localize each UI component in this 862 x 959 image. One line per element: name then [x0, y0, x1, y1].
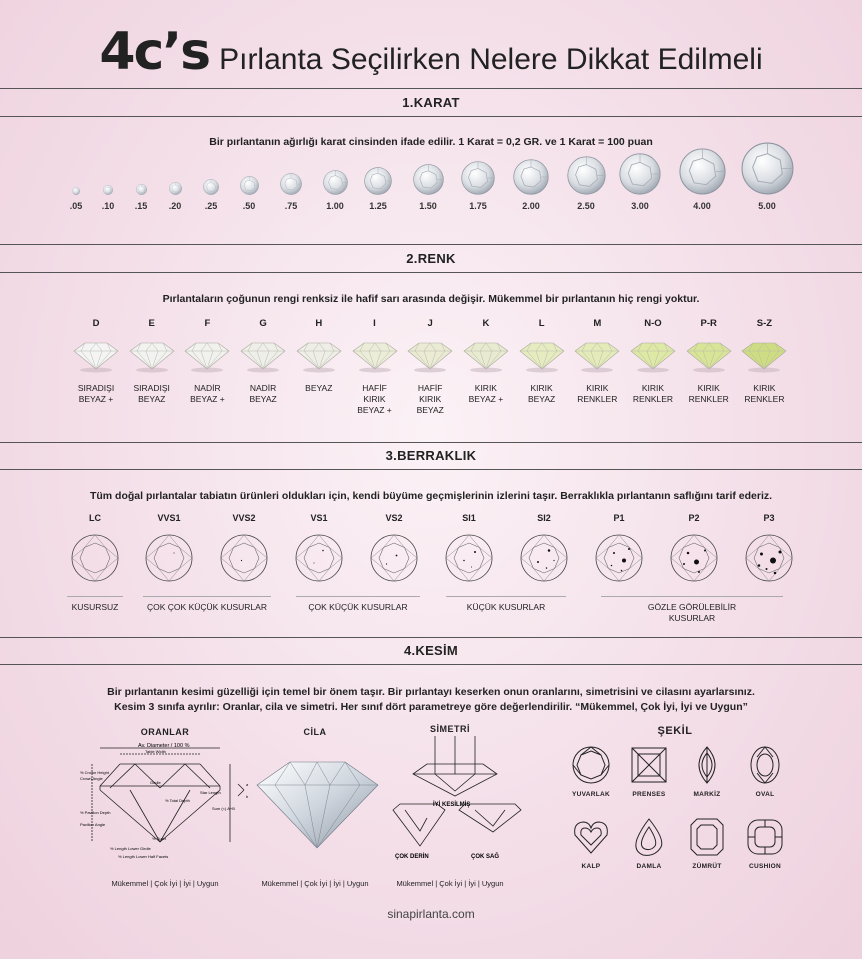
- shape-item: [679, 745, 735, 798]
- color-description-line: BEYAZ +: [190, 394, 225, 404]
- carat-label: 3.00: [631, 201, 649, 211]
- clarity-grade-item: [514, 513, 574, 583]
- color-diamond-icon: [240, 341, 286, 373]
- section-title-berraklik: 3.BERRAKLIK: [385, 448, 477, 463]
- clarity-grade-item: [214, 513, 274, 583]
- simetri-grades: Mükemmel | Çok İyi | İyi | Uygun: [396, 879, 504, 888]
- clarity-diamond-icon: [294, 533, 344, 583]
- carat-label: 4.00: [693, 201, 711, 211]
- group-line: [296, 596, 420, 597]
- color-grade-item: [345, 318, 405, 416]
- clarity-group-vvs: ÇOK ÇOK KÜÇÜK KUSURLAR: [147, 602, 267, 612]
- color-grade-item: [233, 318, 293, 405]
- color-description-line: RENKLER: [577, 394, 618, 404]
- clarity-group-si: KÜÇÜK KUSURLAR: [466, 602, 546, 612]
- footer-url: sinapirlanta.com: [387, 907, 475, 921]
- clarity-code: VS2: [385, 513, 403, 523]
- cila-title: CİLA: [303, 727, 327, 737]
- color-description: [66, 383, 126, 405]
- color-letter: H: [315, 318, 323, 329]
- color-description-line: BEYAZ: [416, 405, 444, 415]
- shape-label: PRENSES: [632, 791, 666, 798]
- clarity-diamond-icon: [219, 533, 269, 583]
- label-girdle: Girdle: [150, 780, 161, 785]
- color-description-line: KIRIK: [530, 383, 553, 393]
- diamond-icon: [280, 173, 302, 195]
- carat-item: [672, 148, 732, 211]
- label-lower-half: % Length Lower Half Facets: [118, 854, 169, 859]
- color-grade-item: [623, 318, 683, 405]
- color-grade-item: [512, 318, 572, 405]
- carat-label: .20: [168, 201, 182, 211]
- clarity-grade-item: [289, 513, 349, 583]
- color-description-line: RENKLER: [688, 394, 729, 404]
- color-letter: F: [204, 318, 211, 329]
- diamond-icon: [741, 142, 794, 195]
- color-description-line: BEYAZ: [138, 394, 166, 404]
- clarity-grade-item: [664, 513, 724, 583]
- sekil-title: ŞEKİL: [657, 725, 693, 737]
- color-description-line: HAFİF: [417, 383, 443, 393]
- clarity-grade-item: [65, 513, 125, 583]
- color-diamond-icon: [352, 341, 398, 373]
- renk-description: Pırlantaların çoğunun rengi renksiz ile hafif sarı arasında değişir. Mükemmel bir pırlantanın hiç rengi yoktur.: [162, 293, 700, 305]
- diamond-icon: [567, 156, 606, 195]
- color-diamond-icon: [686, 341, 732, 373]
- shape-label: DAMLA: [636, 863, 662, 870]
- shape-item: [737, 817, 793, 870]
- shape-item: [621, 745, 677, 798]
- color-letter: S-Z: [756, 318, 773, 329]
- carat-item: [448, 161, 508, 211]
- color-diamond-icon: [407, 341, 453, 373]
- shape-label: MARKİZ: [693, 791, 721, 798]
- clarity-grade-row: [0, 513, 862, 588]
- color-grade-item: [400, 318, 460, 416]
- diamond-icon: [679, 148, 726, 195]
- simetri-deep-label: ÇOK DERİN: [395, 854, 429, 860]
- color-letter: D: [92, 318, 100, 329]
- clarity-diamond-icon: [519, 533, 569, 583]
- clarity-diamond-icon: [144, 533, 194, 583]
- label-avg-diameter: Av. Diameter / 100 %: [138, 743, 190, 749]
- divider: [0, 442, 862, 443]
- color-description: [289, 383, 349, 394]
- label-star-length: Star Length: [200, 790, 221, 795]
- carat-label: .05: [69, 201, 83, 211]
- diamond-icon: [513, 159, 549, 195]
- color-description-line: SIRADIŞI: [133, 383, 170, 393]
- symmetry-diagram: [385, 736, 525, 866]
- clarity-code: VVS2: [232, 513, 256, 523]
- color-description: [177, 383, 237, 405]
- diamond-icon: [619, 153, 661, 195]
- group-line: [67, 596, 123, 597]
- label-lower-girdle: % Length Lower Girdle: [110, 846, 151, 851]
- clarity-diamond-icon: [594, 533, 644, 583]
- clarity-group-p: [612, 602, 772, 624]
- clarity-code: P3: [763, 513, 775, 523]
- carat-label: .25: [204, 201, 218, 211]
- clarity-grade-item: [739, 513, 799, 583]
- clarity-group-vs: ÇOK KÜÇÜK KUSURLAR: [308, 602, 408, 612]
- heart-shape-icon: [571, 817, 611, 857]
- color-description: [567, 383, 627, 405]
- clarity-code: P2: [688, 513, 700, 523]
- color-grade-item: [289, 318, 349, 394]
- pear-shape-icon: [629, 817, 669, 857]
- color-description-line: HAFİF: [362, 383, 387, 393]
- round-shape-icon: [571, 745, 611, 785]
- color-diamond-icon: [129, 341, 175, 373]
- diamond-icon: [323, 170, 348, 195]
- carat-item: [501, 159, 561, 211]
- color-description-line: KIRIK: [753, 383, 776, 393]
- color-grade-item: [122, 318, 182, 405]
- shape-item: [679, 817, 735, 870]
- divider: [0, 116, 862, 117]
- carat-label: 1.00: [326, 201, 344, 211]
- label-pavilion-depth: % Pavilion Depth: [80, 810, 111, 815]
- group-line: [446, 596, 566, 597]
- color-grade-item: [734, 318, 794, 405]
- divider: [0, 244, 862, 245]
- carat-label: 2.50: [577, 201, 595, 211]
- color-diamond-icon: [73, 341, 119, 373]
- color-description: [734, 383, 794, 405]
- carat-label: .15: [134, 201, 148, 211]
- color-description: [345, 383, 405, 416]
- carat-label: 1.25: [369, 201, 387, 211]
- color-letter: G: [259, 318, 267, 329]
- carat-label: .10: [101, 201, 115, 211]
- simetri-ideal-label: İYİ KESİLMİŞ: [433, 802, 471, 808]
- label-culet: % Culet: [152, 836, 167, 841]
- diamond-icon: [203, 179, 219, 195]
- color-description: [400, 383, 460, 416]
- color-description-line: BEYAZ: [527, 394, 556, 404]
- shape-label: OVAL: [755, 791, 775, 798]
- color-description-line: BEYAZ +: [78, 394, 114, 404]
- shape-grid: [563, 745, 793, 880]
- color-description-line: BEYAZ: [249, 394, 277, 404]
- color-description-line: KIRIK: [586, 383, 609, 393]
- oval-shape-icon: [745, 745, 785, 785]
- section-title-renk: 2.RENK: [406, 251, 456, 266]
- color-grade-item: [567, 318, 627, 405]
- group-line: [143, 596, 271, 597]
- shape-label: CUSHION: [748, 863, 782, 870]
- carat-item: [610, 153, 670, 211]
- simetri-shallow-label: ÇOK SAĞ: [471, 854, 500, 860]
- title-sub: Pırlanta Seçilirken Nelere Dikkat Edilmeli: [219, 43, 763, 76]
- clarity-diamond-icon: [70, 533, 120, 583]
- divider: [0, 664, 862, 665]
- color-description-line: KIRIK: [697, 383, 720, 393]
- proportions-diagram: [80, 742, 255, 867]
- shape-label: ZÜMRÜT: [692, 863, 722, 870]
- label-sum: Sum (<) A+B: [212, 806, 235, 811]
- color-letter: L: [538, 318, 545, 329]
- color-description-line: SIRADIŞI: [77, 383, 115, 393]
- section-title-karat: 1.KARAT: [402, 95, 460, 110]
- color-description-line: BEYAZ: [305, 383, 333, 393]
- clarity-grade-item: [439, 513, 499, 583]
- clarity-diamond-icon: [444, 533, 494, 583]
- color-diamond-icon: [463, 341, 509, 373]
- shape-item: [563, 745, 619, 798]
- diamond-icon: [364, 167, 392, 195]
- carat-label: 5.00: [758, 201, 776, 211]
- color-description: [233, 383, 293, 405]
- clarity-group-kusursuz: KUSURSUZ: [71, 602, 119, 612]
- clarity-grade-item: [364, 513, 424, 583]
- shape-label: KALP: [581, 863, 601, 870]
- color-letter: J: [427, 318, 433, 329]
- carat-size-row: [0, 150, 862, 225]
- color-diamond-icon: [630, 341, 676, 373]
- color-letter: N-O: [644, 318, 662, 329]
- color-description-line: KIRIK: [363, 394, 386, 404]
- clarity-code: VVS1: [157, 513, 181, 523]
- color-grade-row: [0, 318, 862, 433]
- carat-item: [556, 156, 616, 211]
- cushion-shape-icon: [745, 817, 785, 857]
- oranlar-title: ORANLAR: [140, 727, 190, 737]
- color-diamond-icon: [519, 341, 565, 373]
- kesim-description-2: Kesim 3 sınıfa ayrılır: Oranlar, cila ve simetri. Her sınıf dört parametreye göre değerlendirilir. “Mükemmel, Çok İyi, İyi ve Uygun”: [114, 701, 748, 713]
- color-description-line: KIRIK: [641, 383, 665, 393]
- divider: [0, 469, 862, 470]
- clarity-grade-item: [589, 513, 649, 583]
- diamond-icon: [413, 164, 444, 195]
- color-description-line: BEYAZ +: [357, 405, 392, 415]
- color-description: [679, 383, 739, 405]
- berraklik-description: Tüm doğal pırlantalar tabiatın ürünleri oldukları için, kendi büyüme geçmişlerinin izlerini taşır. Berraklıkla pırlantanın saflığını tarif ederiz.: [89, 490, 773, 502]
- diamond-icon: [169, 182, 182, 195]
- clarity-code: SI1: [462, 513, 476, 523]
- label-table-width: Table Width: [145, 749, 166, 754]
- color-description-line: NADİR: [249, 383, 277, 393]
- label-a: a: [246, 782, 249, 787]
- color-diamond-icon: [741, 341, 787, 373]
- clarity-group-p-line2: KUSURLAR: [668, 613, 716, 623]
- carat-label: .75: [284, 201, 298, 211]
- cila-grades: Mükemmel | Çok İyi | İyi | Uygun: [261, 879, 369, 888]
- shape-item: [737, 745, 793, 798]
- color-description: [456, 383, 516, 405]
- color-description: [512, 383, 572, 405]
- color-description-line: NADİR: [194, 383, 221, 393]
- color-description-line: RENKLER: [744, 394, 785, 404]
- divider: [0, 272, 862, 273]
- color-letter: I: [373, 318, 376, 329]
- clarity-code: P1: [613, 513, 625, 523]
- clarity-code: LC: [89, 513, 101, 523]
- kesim-description-1: Bir pırlantanın kesimi güzelliği için temel bir önem taşır. Bir pırlantayı keserken onun oranlarını, simetrisini ve cilasını ayarlarsınız.: [107, 686, 755, 698]
- carat-item: [737, 142, 797, 211]
- shape-item: [621, 817, 677, 870]
- color-letter: K: [482, 318, 490, 329]
- clarity-grade-item: [139, 513, 199, 583]
- color-grade-item: [177, 318, 237, 405]
- clarity-diamond-icon: [369, 533, 419, 583]
- color-description-line: RENKLER: [632, 394, 674, 404]
- color-letter: P-R: [700, 318, 717, 329]
- color-description-line: KIRIK: [474, 383, 497, 393]
- color-description: [122, 383, 182, 405]
- diamond-icon: [461, 161, 495, 195]
- emerald-shape-icon: [687, 817, 727, 857]
- marquise-shape-icon: [687, 745, 727, 785]
- color-grade-item: [679, 318, 739, 405]
- clarity-group-p-line1: GÖZLE GÖRÜLEBİLİR: [647, 602, 737, 612]
- carat-label: 1.50: [419, 201, 437, 211]
- label-b: b: [246, 794, 249, 799]
- section-title-kesim: 4.KESİM: [403, 643, 459, 658]
- color-diamond-icon: [184, 341, 230, 373]
- label-pavilion-angle: Pavilion Angle: [80, 822, 106, 827]
- polished-diamond-image: [255, 760, 380, 850]
- clarity-diamond-icon: [744, 533, 794, 583]
- color-description: [623, 383, 683, 405]
- princess-shape-icon: [629, 745, 669, 785]
- simetri-title: SİMETRİ: [429, 724, 470, 734]
- title-main: 4c’s: [99, 22, 210, 82]
- color-description-line: KIRIK: [419, 394, 442, 404]
- carat-label: 1.75: [469, 201, 487, 211]
- color-description-line: BEYAZ +: [468, 394, 504, 404]
- karat-description: Bir pırlantanın ağırlığı karat cinsinden ifade edilir. 1 Karat = 0,2 GR. ve 1 Karat = 100 puan: [209, 136, 653, 148]
- color-grade-item: [456, 318, 516, 405]
- color-grade-item: [66, 318, 126, 405]
- group-line: [601, 596, 783, 597]
- diamond-icon: [240, 176, 259, 195]
- shape-item: [563, 817, 619, 870]
- clarity-code: VS1: [310, 513, 328, 523]
- label-crown-height: % Crown Height: [80, 770, 109, 775]
- label-total-depth: % Total Depth: [165, 798, 190, 803]
- divider: [0, 637, 862, 638]
- color-letter: M: [593, 318, 602, 329]
- color-diamond-icon: [574, 341, 620, 373]
- divider: [0, 88, 862, 89]
- shape-label: YUVARLAK: [571, 791, 611, 798]
- label-crown-angle: Crown Angle: [80, 776, 103, 781]
- carat-label: .50: [242, 201, 256, 211]
- clarity-diamond-icon: [669, 533, 719, 583]
- color-letter: E: [148, 318, 155, 329]
- color-diamond-icon: [296, 341, 342, 373]
- carat-label: 2.00: [522, 201, 540, 211]
- clarity-code: SI2: [537, 513, 551, 523]
- page-title: [0, 22, 862, 84]
- oranlar-grades: Mükemmel | Çok İyi | İyi | Uygun: [111, 879, 219, 888]
